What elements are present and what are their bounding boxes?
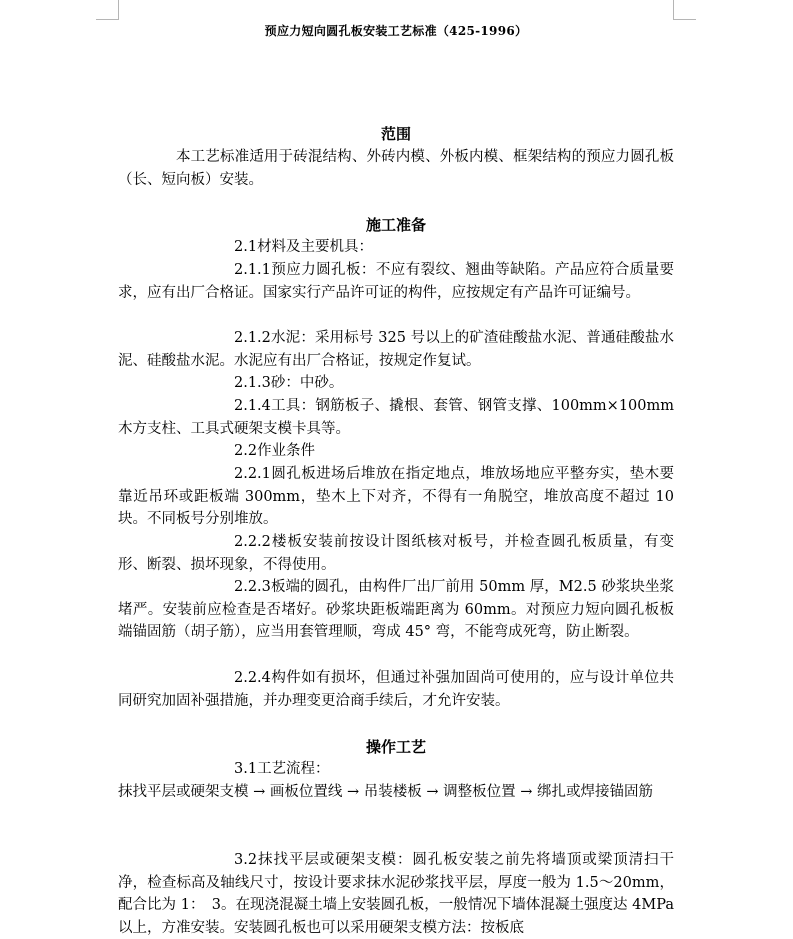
item-2-1-2 <box>118 327 674 372</box>
item-number: 2.2 <box>234 443 258 459</box>
item-text: 构件如有损坏，但通过补强加固尚可使用的，应与设计单位共同研究加固补强措施，并办理变更洽商手续后，才允许安装。 <box>118 670 674 709</box>
item-number: 2.2.1 <box>234 466 271 482</box>
item-text: 砂：中砂。 <box>270 375 344 391</box>
item-2-1 <box>118 236 674 259</box>
item-number: 2.2.2 <box>234 534 271 550</box>
item-number: 2.1.1 <box>234 262 271 278</box>
item-3-1 <box>118 758 674 781</box>
item-2-2-3 <box>118 576 674 644</box>
item-text: 圆孔板进场后堆放在指定地点，堆放场地应平整夯实，垫木要靠近吊环或距板端 300mm，垫木上下对齐，不得有一角脱空，堆放高度不超过 10 块。不同板号分别堆放。 <box>118 466 674 527</box>
item-number: 2.2.4 <box>234 670 271 686</box>
item-2-1-1 <box>118 259 674 304</box>
section-title-preparation: 施工准备 <box>365 216 426 234</box>
item-2-2-4 <box>118 667 674 712</box>
item-text: 水泥：采用标号 325 号以上的矿渣硅酸盐水泥、普通硅酸盐水泥、硅酸盐水泥。水泥应有出厂合格证，按规定作复试。 <box>118 330 674 369</box>
item-text: 工具：钢筋板子、撬根、套管、钢管支撑、100mm×100mm 木方支柱、工具式硬架支模卡具等。 <box>118 398 674 437</box>
crop-mark-left-horizontal <box>96 19 118 20</box>
item-text: 预应力圆孔板：不应有裂纹、翘曲等缺陷。产品应符合质量要求，应有出厂合格证。国家实行产品许可证的构件，应按规定有产品许可证编号。 <box>118 262 674 301</box>
item-number: 2.1 <box>234 239 258 255</box>
item-2-1-3 <box>118 372 674 395</box>
item-text: 抹找平层或硬架支模：圆孔板安装之前先将墙顶或梁顶清扫干净，检查标高及轴线尺寸，按设计要求抹水泥砂浆找平层，厚度一般为 1.5～20mm，配合比为 1： 3。在现浇混凝土墙上安装圆孔板，一般情况下墙体混凝土强度达 4MPa 以上，方准安装。安装圆孔板也可以采用硬架支模方法：按板底 <box>118 852 674 936</box>
item-2-2-1 <box>118 463 674 531</box>
item-number: 2.1.2 <box>234 330 271 346</box>
item-2-2 <box>118 440 674 463</box>
section-title-operations: 操作工艺 <box>365 738 426 756</box>
section-title-scope: 范围 <box>380 125 411 143</box>
crop-mark-left-vertical <box>118 0 119 20</box>
item-2-2-2 <box>118 531 674 576</box>
item-number: 2.1.4 <box>234 398 271 414</box>
item-3-2 <box>118 849 674 939</box>
item-text: 作业条件 <box>257 443 316 459</box>
process-flow-text: 抹找平层或硬架支模 → 画板位置线 → 吊装楼板 → 调整板位置 → 绑扎或焊接锚固筋 <box>118 784 653 800</box>
crop-mark-right-horizontal <box>674 19 696 20</box>
item-number: 3.1 <box>234 761 258 777</box>
scope-paragraph: 本工艺标准适用于砖混结构、外砖内模、外板内模、框架结构的预应力圆孔板（长、短向板）安装。 <box>118 149 674 188</box>
item-text: 材料及主要机具： <box>257 239 374 255</box>
item-text: 板端的圆孔，由构件厂出厂前用 50mm 厚，M2.5 砂浆块坐浆堵严。安装前应检查是否堵好。砂浆块距板端距离为 60mm。对预应力短向圆孔板板端锚固筋（胡子筋），应当用套管理顺，弯成 45° 弯，不能弯成死弯，防止断裂。 <box>118 579 674 640</box>
item-2-1-4 <box>118 395 674 440</box>
item-text: 工艺流程： <box>257 761 330 777</box>
document-header: 预应力短向圆孔板安装工艺标准（425-1996） <box>264 24 528 38</box>
item-number: 2.2.3 <box>234 579 271 595</box>
item-text: 楼板安装前按设计图纸核对板号，并检查圆孔板质量，有变形、断裂、损坏现象，不得使用。 <box>118 534 674 573</box>
item-number: 2.1.3 <box>234 375 271 391</box>
item-number: 3.2 <box>234 852 258 868</box>
crop-mark-right-vertical <box>673 0 674 20</box>
